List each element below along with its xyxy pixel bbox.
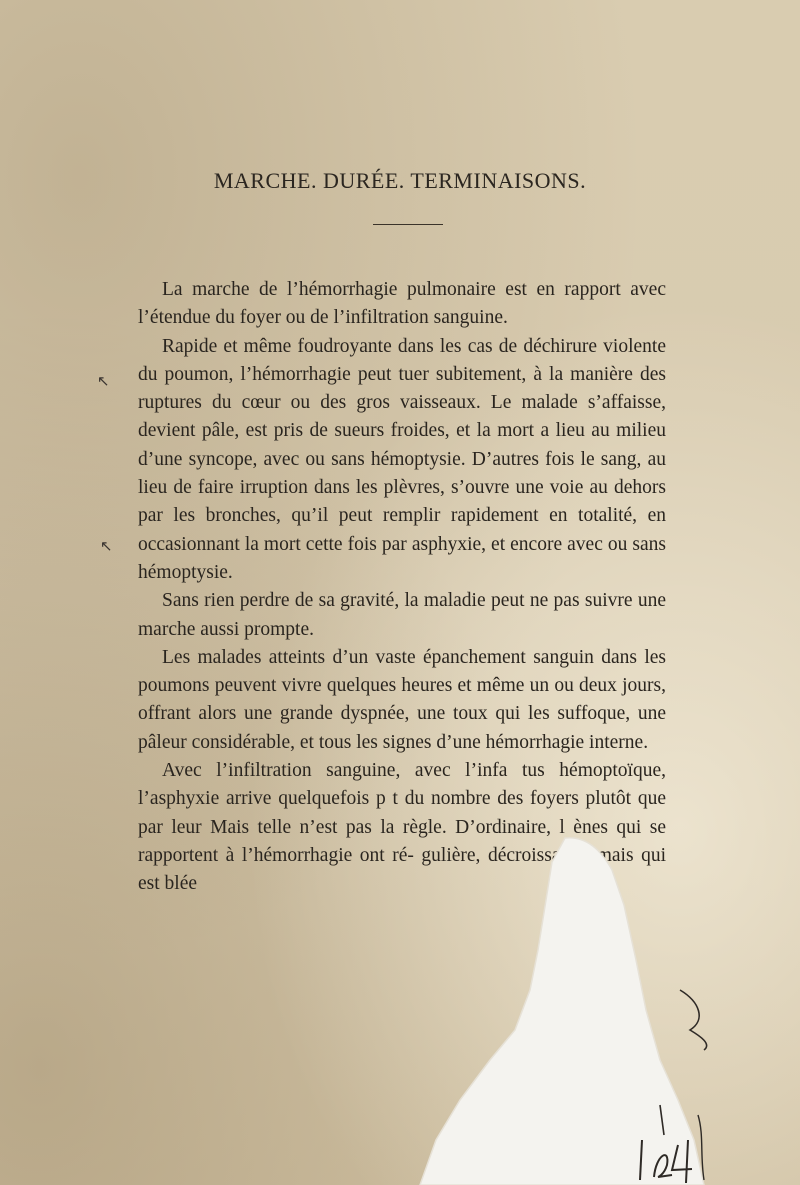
- paragraph-2: Rapide et même foudroyante dans les cas de déchirure violente du poumon, l’hémorrhagie peut tuer subitement, à la manière des ruptures du cœur ou des gros vaisseaux. Le malade s’affaisse, devient pâle, est pris de sueurs froides, et la mort a lieu au milieu d’une syncope, avec ou sans hémoptysie. D’autres fois le sang, au lieu de faire irruption dans les plèvres, s’ouvre une voie au dehors par les bronches, qu’il peut remplir rapidement en totalité, en occasionnant la mort cette fois par asphyxie, et encore avec ou sans hémoptysie.: [138, 335, 666, 583]
- pencil-mark-icon: ↖: [100, 537, 113, 555]
- pencil-mark-icon: ↖: [97, 372, 110, 390]
- handwritten-page-number: [612, 1085, 732, 1185]
- paragraph-4: Les malades atteints d’un vaste épanchement sanguin dans les poumons peuvent vivre quelques heures et même un ou deux jours, offrant alors une grande dyspnée, une toux qui les suffoque, une pâleur considérable, et tous les signes d’une hémorrhagie interne.: [138, 646, 666, 753]
- paragraph-5: Avec l’infiltration sanguine, avec l’infa tus hémoptoïque, l’asphyxie arrive quelquefois p t du nombre des foyers plutôt que par leur Mais telle n’est pas la règle. D’ordinaire, l ènes qui se rapportent à l’hémorrhagie ont ré- gulière, décroissante, mais qui est blée: [138, 760, 666, 895]
- paragraph-1: La marche de l’hémorrhagie pulmonaire est en rapport avec l’étendue du foyer ou de l’infiltration sanguine.: [138, 279, 666, 329]
- section-title: MARCHE. DURÉE. TERMINAISONS.: [213, 168, 587, 193]
- paragraph-3: Sans rien perdre de sa gravité, la maladie peut ne pas suivre une marche aussi prompte.: [138, 590, 666, 640]
